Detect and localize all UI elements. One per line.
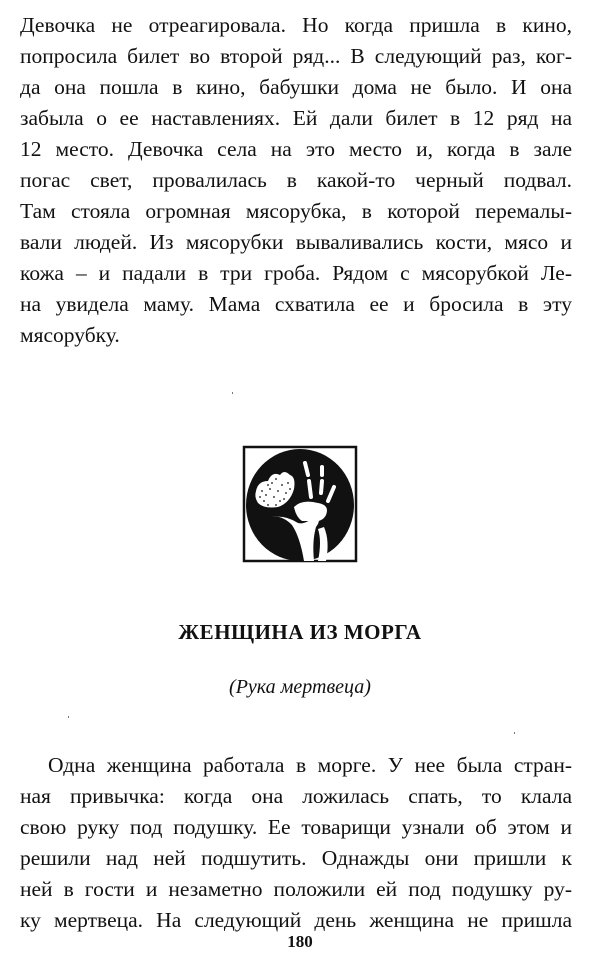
text-line: Там стояла огромная мясорубка, в которой перемалы-: [20, 199, 572, 223]
text-line: Девочка не отреагировала. Но когда пришла в кино,: [20, 13, 572, 37]
print-speck: [514, 732, 515, 734]
paragraph-chapter-opening: [20, 750, 572, 936]
hand-with-heart-icon: [242, 445, 358, 563]
chapter-subtitle: (Рука мертвеца): [229, 676, 371, 698]
text-line: вали людей. Из мясорубки вываливались кости, мясо и: [20, 230, 572, 254]
print-speck: [68, 716, 69, 718]
text-line: ная привычка: когда она ложилась спать, то клала: [20, 784, 572, 808]
print-speck: [232, 392, 233, 394]
text-line: свою руку под подушку. Ее товарищи узнали об этом и: [20, 815, 572, 839]
chapter-title: ЖЕНЩИНА ИЗ МОРГА: [178, 620, 422, 644]
text-line: ку мертвеца. На следующий день женщина не пришла: [20, 908, 572, 932]
text-line: решили над ней подшутить. Однажды они пришли к: [20, 846, 572, 870]
text-line: забыла о ее наставлениях. Ей дали билет в 12 ряд на: [20, 106, 572, 130]
text-line: ней в гости и незаметно положили ей под подушку ру-: [20, 877, 572, 901]
text-line: погас свет, провалилась в какой-то черный подвал.: [20, 168, 572, 192]
text-line: на увидела маму. Мама схватила ее и бросила в эту: [20, 292, 572, 316]
text-line: попросила билет во второй ряд... В следующий раз, ког-: [20, 44, 572, 68]
page-number: 180: [287, 932, 313, 951]
paragraph-story-ending: [20, 10, 572, 351]
text-line: 12 место. Девочка села на это место и, когда в зале: [20, 137, 572, 161]
text-line: кожа – и падали в три гроба. Рядом с мясорубкой Ле-: [20, 261, 572, 285]
text-line: Одна женщина работала в морге. У нее была стран-: [48, 753, 572, 777]
text-line: да она пошла в кино, бабушки дома не было. И она: [20, 75, 572, 99]
text-line: мясорубку.: [20, 323, 120, 347]
